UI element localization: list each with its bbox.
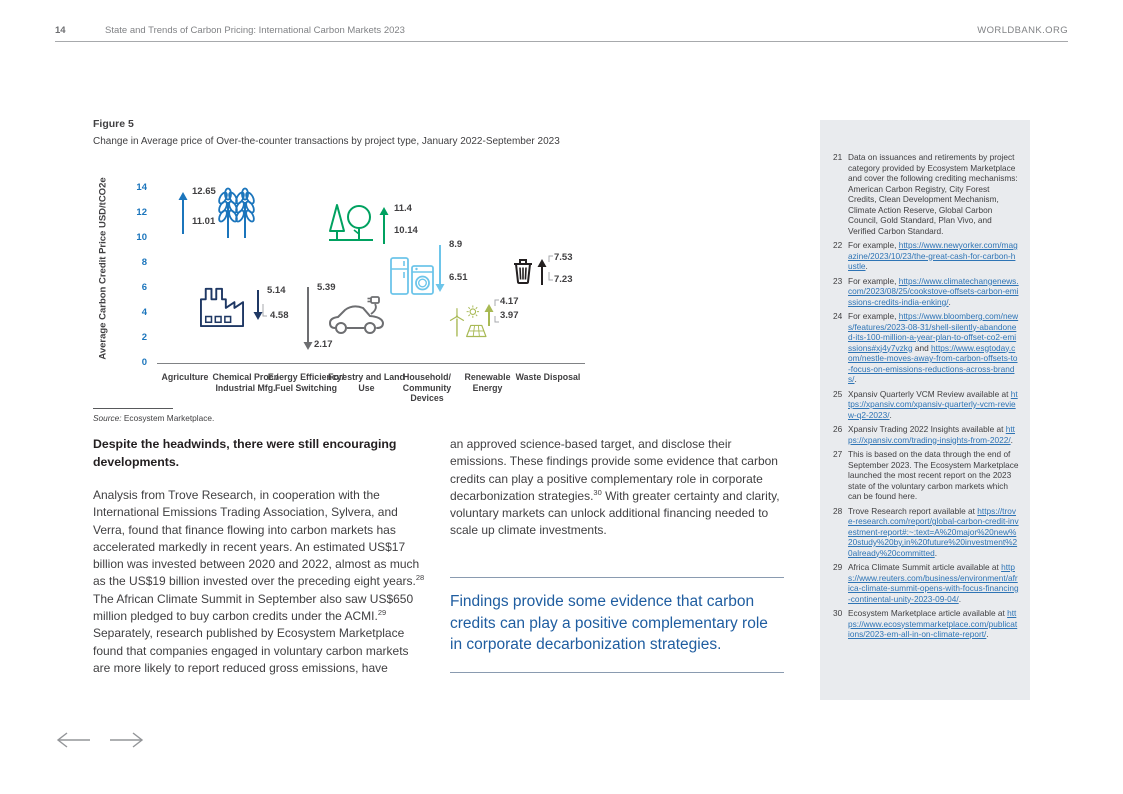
- text-run: .: [1010, 434, 1013, 445]
- category-label: Chemical Proc./ Industrial Mfg.: [212, 372, 279, 393]
- figure-5-chart: [93, 160, 713, 410]
- value-label-start: 11.01: [192, 216, 216, 227]
- body-paragraph-right: [450, 436, 784, 540]
- arrow-head: [254, 312, 263, 320]
- footnote-item: [833, 311, 1019, 385]
- footnote-link[interactable]: https://www.ecosystemmarketplace.com/publications/2023-em-all-in-on-climate-report/: [848, 608, 1018, 639]
- footnote-number: 23: [833, 275, 843, 286]
- footnote-link[interactable]: https://www.bloomberg.com/news/features/2023-08-31/shell-silently-abandoned-its-100-million-a-year-plan-to-offset-co2-emissions#xj4y7vzkg: [848, 311, 1019, 353]
- figure-source: [93, 413, 214, 423]
- text-run: .: [986, 629, 989, 639]
- electric-car-icon: [326, 294, 388, 340]
- value-label-start: 7.23: [554, 274, 573, 285]
- footnote-number: 24: [833, 311, 843, 321]
- report-title: State and Trends of Carbon Pricing: International Carbon Markets 2023: [105, 25, 405, 36]
- footnote-item: [833, 506, 1019, 559]
- footnote-number: 29: [833, 562, 843, 572]
- arrow-head: [380, 207, 389, 215]
- text-run: .: [889, 409, 892, 420]
- category-label: Household/ Community Devices: [402, 372, 452, 403]
- footnote-text: [848, 506, 1019, 559]
- y-tick-label: 12: [136, 207, 147, 218]
- value-label-start: 6.51: [449, 272, 468, 283]
- text-run: With greater certainty and clarity, voluntary markets can unlock additional financing needed to scale up climate investments.: [450, 488, 780, 538]
- text-run: .: [948, 296, 951, 307]
- footnote-text: [848, 449, 1019, 502]
- footnote-link[interactable]: https://www.newyorker.com/magazine/2023/10/23/the-great-cash-for-carbon-hustle: [848, 240, 1018, 271]
- footnote-number: 27: [833, 449, 843, 459]
- footnote-item: [833, 562, 1019, 604]
- section-heading: Despite the headwinds, there were still encouraging developments.: [93, 437, 397, 469]
- category-label: Waste Disposal: [515, 372, 581, 382]
- footnotes-list: [833, 152, 1019, 644]
- footnote-link[interactable]: https://www.climatechangenews.com/2023/08/25/cookstove-offsets-carbon-emissions-credits-india-enking/: [848, 275, 1019, 307]
- footnote-link[interactable]: https://www.reuters.com/business/environment/africa-climate-summit-opens-with-focus-financing-continental-unity-2023-09-04/: [848, 562, 1019, 604]
- value-label-end: 8.9: [449, 239, 463, 250]
- footnote-number: 28: [833, 505, 843, 516]
- arrow-head: [538, 259, 547, 267]
- value-label-end: 4.17: [500, 296, 519, 307]
- arrow-head: [304, 342, 313, 350]
- pull-quote-rule-top: [450, 577, 784, 578]
- text-run: .: [934, 547, 938, 558]
- text-run: Analysis from Trove Research, in cooperation with the International Emissions Trading Association, Sylvera, and Verra, found that finance flowing into carbon markets has accelerated markedly in recent years. An estimated US$17 billion was invested between 2020 and 2022, almost as much as the US$19 billion invested over the preceding eight years.: [93, 488, 420, 589]
- value-label-start: 4.58: [270, 310, 289, 321]
- footnote-number: 22: [833, 240, 843, 250]
- footnote-text: [848, 240, 1019, 272]
- footnote-item: [833, 240, 1019, 272]
- text-run: Africa Climate Summit article available at: [848, 562, 1002, 572]
- text-run: .: [865, 261, 868, 271]
- text-run: .: [854, 374, 857, 384]
- footnote-item: [833, 424, 1019, 445]
- value-label-start: 2.17: [314, 339, 333, 350]
- trash-icon: [512, 257, 534, 285]
- source-text: Ecosystem Marketplace.: [121, 413, 215, 423]
- figure-caption: Change in Average price of Over-the-counter transactions by project type, January 2022-September 2023: [93, 136, 560, 147]
- y-tick-label: 6: [141, 282, 147, 293]
- value-label-start: 3.97: [500, 310, 519, 321]
- footnotes-panel: [820, 120, 1030, 700]
- figure-label: Figure 5: [93, 118, 134, 130]
- footnote-link[interactable]: https://www.esgtoday.com/nestle-moves-away-from-carbon-offsets-to-focus-on-emissions-reductions-across-brands/: [848, 342, 1018, 384]
- site-label: WORLDBANK.ORG: [977, 25, 1068, 36]
- text-run: For example,: [848, 311, 899, 321]
- text-run: For example,: [848, 240, 899, 250]
- footnote-reference[interactable]: 30: [593, 487, 602, 497]
- label-bracket: [549, 256, 553, 262]
- footnote-text: [848, 276, 1019, 308]
- pull-quote-text: Findings provide some evidence that carbon credits can play a positive complementary role in corporate decarbonization strategies.: [450, 593, 768, 653]
- text-run: Data on issuances and retirements by project category provided by Ecosystem Marketplace and cover the following crediting mechanisms: American Carbon Registry, City Forest Credits, Clean Development Mechanism, Climate Action Reserve, Global Carbon Council, Gold Standard, Plan Vivo, and Verified Carbon Standard.: [848, 152, 1018, 236]
- footnote-text: [848, 152, 1019, 236]
- value-label-end: 5.39: [317, 282, 336, 293]
- footnote-reference[interactable]: 28: [415, 573, 425, 583]
- text-run: Xpansiv Trading 2022 Insights available at: [848, 424, 1006, 434]
- category-label: Renewable Energy: [464, 372, 511, 393]
- value-label-end: 5.14: [267, 285, 286, 296]
- text-run: The African Climate Summit in September also saw US$650 million pledged to buy carbon credits under the ACMI.: [93, 591, 414, 624]
- label-bracket: [495, 316, 499, 322]
- page-number: 14: [55, 25, 66, 36]
- text-run: For example,: [848, 275, 899, 286]
- footnote-item: [833, 608, 1019, 640]
- arrow-head: [179, 192, 188, 200]
- trees-icon: [326, 200, 378, 246]
- footnote-item: [833, 276, 1019, 308]
- text-run: .: [958, 593, 962, 604]
- value-label-end: 7.53: [554, 252, 573, 263]
- y-tick-label: 0: [141, 357, 147, 368]
- category-label: Forestry and Land Use: [328, 372, 405, 393]
- y-axis-title: Average Carbon Credit Price USD/tCO2e: [97, 177, 109, 360]
- footnote-link[interactable]: https://trove-research.com/report/global-carbon-credit-investment-report#:~:text=A%20major%20new%20study%20by,in%20future%20investment%20already%20committed: [848, 505, 1019, 558]
- previous-page-arrow-icon[interactable]: [55, 731, 93, 749]
- footnote-item: [833, 152, 1019, 236]
- category-label: Agriculture: [161, 372, 209, 382]
- arrow-head: [436, 284, 445, 292]
- page-navigation: [55, 731, 145, 749]
- body-paragraph-left: [93, 487, 427, 677]
- footnote-link[interactable]: https://xpansiv.com/xpansiv-quarterly-vcm-review-q2-2023/: [848, 388, 1018, 420]
- appliances-icon: [389, 256, 435, 296]
- footnote-text: [848, 608, 1019, 640]
- footnote-number: 25: [833, 388, 843, 399]
- label-bracket: [495, 300, 499, 306]
- y-tick-label: 14: [136, 182, 147, 193]
- footnote-text: [848, 311, 1019, 385]
- footnote-number: 30: [833, 608, 843, 618]
- text-run: an approved science-based target, and disclose their emissions. These findings provide some evidence that carbon credits can play a positive complementary role in corporate decarbonization strategies.: [450, 437, 778, 503]
- value-label-end: 12.65: [192, 186, 216, 197]
- pull-quote-rule-bottom: [450, 672, 784, 673]
- footnote-reference[interactable]: 29: [377, 608, 387, 618]
- factory-icon: [196, 284, 248, 328]
- next-page-arrow-icon[interactable]: [107, 731, 145, 749]
- footnote-item: [833, 449, 1019, 502]
- value-label-end: 11.4: [394, 203, 412, 214]
- source-prefix: Source:: [93, 413, 122, 423]
- footnote-text: [848, 562, 1019, 604]
- wheat-icon: [217, 188, 255, 240]
- text-run: Separately, research published by Ecosystem Marketplace found that companies engaged in voluntary carbon markets are more likely to report reduced gross emissions, have: [93, 626, 409, 675]
- text-run: This is based on the data through the end of September 2023. The Ecosystem Marketplace launched the most recent report on the 2023 state of the voluntary carbon markets which can be found here.: [848, 449, 1019, 501]
- footnote-text: [848, 389, 1019, 421]
- source-divider: [93, 408, 173, 409]
- y-tick-label: 4: [141, 307, 147, 318]
- y-tick-label: 2: [141, 332, 147, 343]
- pull-quote-block: [450, 577, 784, 673]
- renewable-energy-icon: [448, 302, 488, 342]
- text-run: Xpansiv Quarterly VCM Review available at: [848, 388, 1011, 399]
- footnote-text: [848, 424, 1019, 445]
- footnote-number: 26: [833, 424, 843, 434]
- footnote-number: 21: [833, 152, 843, 162]
- category-label: Energy Efficiency/ Fuel Switching: [267, 372, 345, 393]
- y-tick-label: 8: [141, 257, 147, 268]
- text-run: Trove Research report available at: [848, 505, 978, 516]
- footnote-item: [833, 389, 1019, 421]
- header-divider: [55, 41, 1068, 42]
- y-tick-label: 10: [136, 232, 147, 243]
- text-run: Ecosystem Marketplace article available at: [848, 608, 1008, 618]
- label-bracket: [549, 272, 553, 280]
- value-label-start: 10.14: [394, 225, 418, 236]
- text-run: and: [912, 342, 932, 353]
- label-bracket: [263, 304, 267, 316]
- footnote-link[interactable]: https://xpansiv.com/trading-insights-from-2022/: [848, 424, 1015, 445]
